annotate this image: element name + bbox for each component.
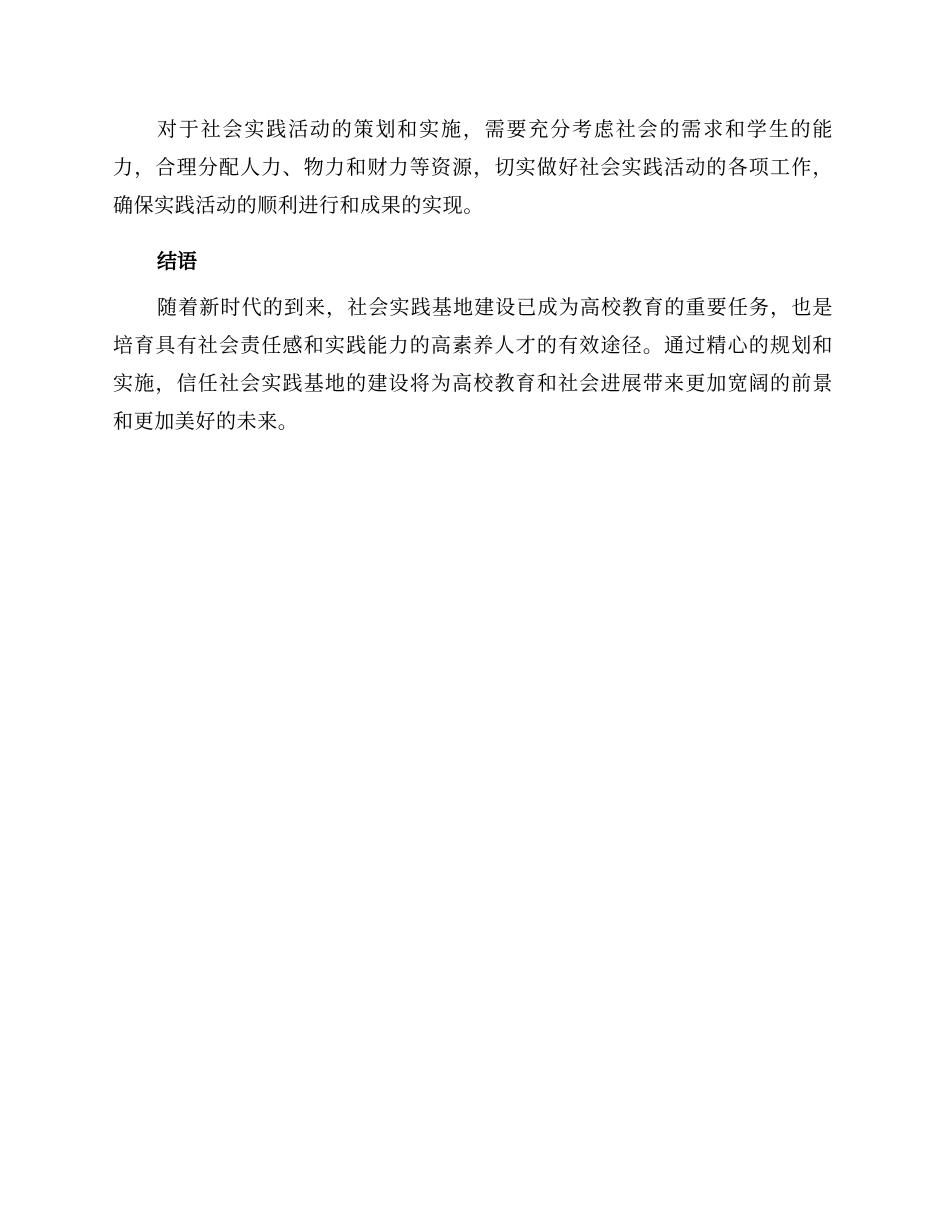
conclusion-heading: 结语 — [157, 249, 197, 273]
document-body — [113, 110, 833, 440]
paragraph-planning: 对于社会实践活动的策划和实施，需要充分考虑社会的需求和学生的能力，合理分配人力、物力和财力等资源，切实做好社会实践活动的各项工作，确保实践活动的顺利进行和成果的实现。 — [113, 117, 833, 217]
paragraph-conclusion: 随着新时代的到来，社会实践基地建设已成为高校教育的重要任务，也是培育具有社会责任感和实践能力的高素养人才的有效途径。通过精心的规划和实施，信任社会实践基地的建设将为高校教育和社会进展带来更加宽阔的前景和更加美好的未来。 — [113, 295, 833, 433]
